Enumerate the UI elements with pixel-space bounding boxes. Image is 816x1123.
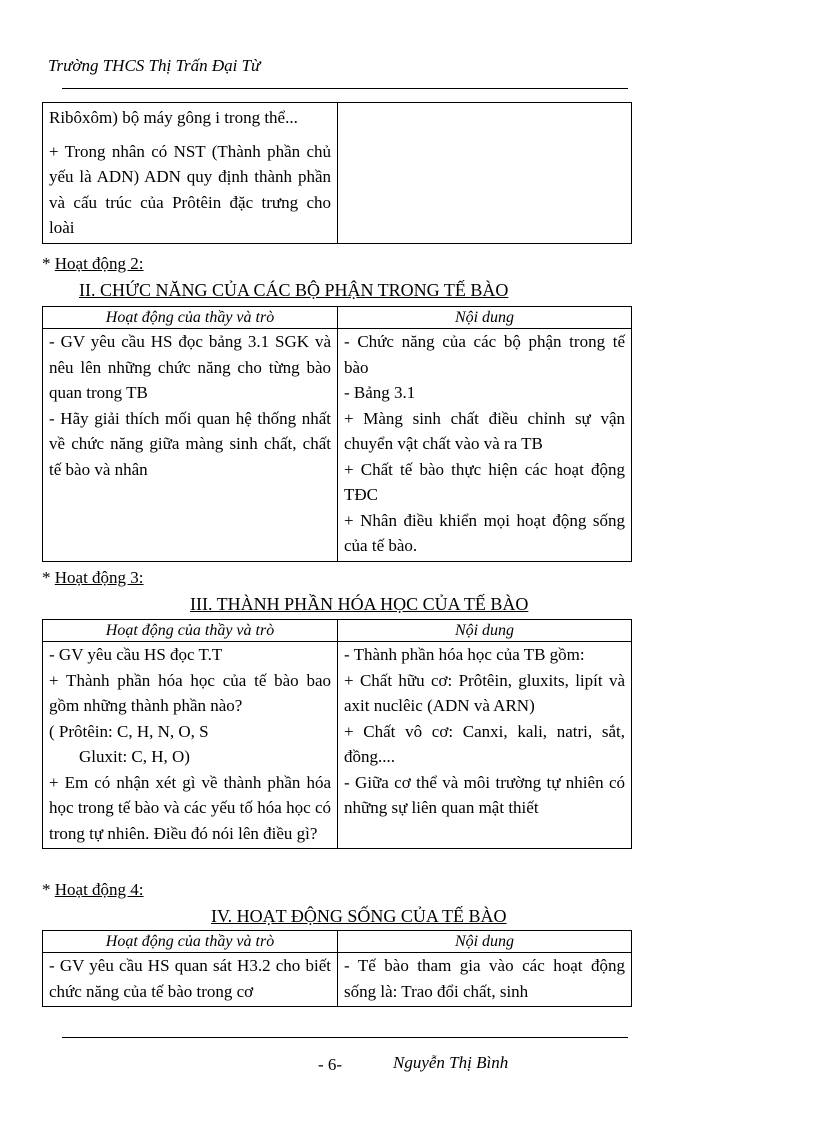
activity-label-4: * Hoạt động 4: — [42, 880, 144, 899]
left-cell — [43, 642, 338, 849]
section-title-3: III. THÀNH PHẦN HÓA HỌC CỦA TẾ BÀO — [190, 594, 529, 614]
column-header-content: Nội dung — [338, 307, 632, 329]
left-cell — [43, 953, 338, 1007]
activity-table-4 — [42, 930, 632, 1007]
section-title-4: IV. HOẠT ĐỘNG SỐNG CỦA TẾ BÀO — [211, 906, 507, 926]
column-header-activities: Hoạt động của thầy và trò — [43, 307, 338, 329]
cell-line: Gluxit: C, H, O) — [79, 747, 190, 766]
cell-line: + Chất hữu cơ: Prôtêin, gluxits, lipít và axit nuclêic (ADN và ARN) — [344, 670, 625, 715]
section-title-2: II. CHỨC NĂNG CỦA CÁC BỘ PHẬN TRONG TẾ BÀO — [79, 280, 509, 300]
table-row — [43, 329, 632, 562]
cell-line: - GV yêu cầu HS quan sát H3.2 cho biết chức năng của tế bào trong cơ — [49, 956, 331, 1001]
footer-rule — [62, 1037, 628, 1038]
cell-line: - Bảng 3.1 — [344, 383, 416, 402]
cell-line: Ribôxôm) bộ máy gông i trong thể... — [49, 108, 298, 127]
right-cell — [338, 103, 632, 244]
cell-line: - Thành phần hóa học của TB gồm: — [344, 645, 585, 664]
header-rule — [62, 88, 628, 89]
footer-author: Nguyễn Thị Bình — [393, 1053, 509, 1072]
cell-line: - GV yêu cầu HS đọc T.T — [49, 645, 223, 664]
cell-line: - Chức năng của các bộ phận trong tế bào — [344, 332, 625, 377]
cell-line: - Hãy giải thích mối quan hệ thống nhất về chức năng giữa màng sinh chất, chất tế bào và nhân — [49, 408, 331, 479]
cell-line: + Chất tế bào thực hiện các hoạt động TĐC — [344, 459, 625, 504]
continuation-table — [42, 102, 632, 244]
activity-table-3 — [42, 619, 632, 849]
cell-line: + Màng sinh chất điều chỉnh sự vận chuyển vật chất vào và ra TB — [344, 408, 625, 453]
activity-label-2: * Hoạt động 2: — [42, 254, 144, 273]
column-header-activities: Hoạt động của thầy và trò — [43, 931, 338, 953]
cell-line: - GV yêu cầu HS đọc bảng 3.1 SGK và nêu lên những chức năng cho từng bào quan trong TB — [49, 332, 331, 402]
table-row — [43, 642, 632, 849]
cell-line: ( Prôtêin: C, H, N, O, S — [49, 721, 209, 741]
table-header-row — [43, 931, 632, 953]
activity-table-2 — [42, 306, 632, 562]
page-number: - 6- — [318, 1055, 343, 1074]
column-header-content: Nội dung — [338, 931, 632, 953]
cell-line: - Tế bào tham gia vào các hoạt động sống là: Trao đổi chất, sinh — [344, 956, 625, 1001]
cell-line: + Thành phần hóa học của tế bào bao gồm những thành phần nào? — [49, 670, 331, 715]
table-header-row — [43, 307, 632, 329]
cell-line: - Giữa cơ thể và môi trường tự nhiên có những sự liên quan mật thiết — [344, 772, 625, 817]
left-cell — [43, 329, 338, 562]
right-cell — [338, 329, 632, 562]
right-cell — [338, 642, 632, 849]
table-header-row — [43, 620, 632, 642]
left-cell — [43, 103, 338, 244]
activity-label-3: * Hoạt động 3: — [42, 568, 144, 587]
page-header-school: Trường THCS Thị Trấn Đại Từ — [48, 56, 261, 75]
column-header-activities: Hoạt động của thầy và trò — [43, 620, 338, 642]
column-header-content: Nội dung — [338, 620, 632, 642]
right-cell — [338, 953, 632, 1007]
cell-line: + Trong nhân có NST (Thành phần chủ yếu là ADN) ADN quy định thành phần và cấu trúc của Prôtêin đặc trưng cho loài — [49, 141, 331, 237]
cell-line: + Em có nhận xét gì về thành phần hóa học trong tế bào và các yếu tố hóa học có trong tự nhiên. Điều đó nói lên điều gì? — [49, 772, 331, 843]
table-row — [43, 953, 632, 1007]
cell-line: + Nhân điều khiển mọi hoạt động sống của tế bào. — [344, 510, 625, 555]
cell-line: + Chất vô cơ: Canxi, kali, natri, sắt, đồng.... — [344, 721, 625, 766]
table-row — [43, 103, 632, 244]
